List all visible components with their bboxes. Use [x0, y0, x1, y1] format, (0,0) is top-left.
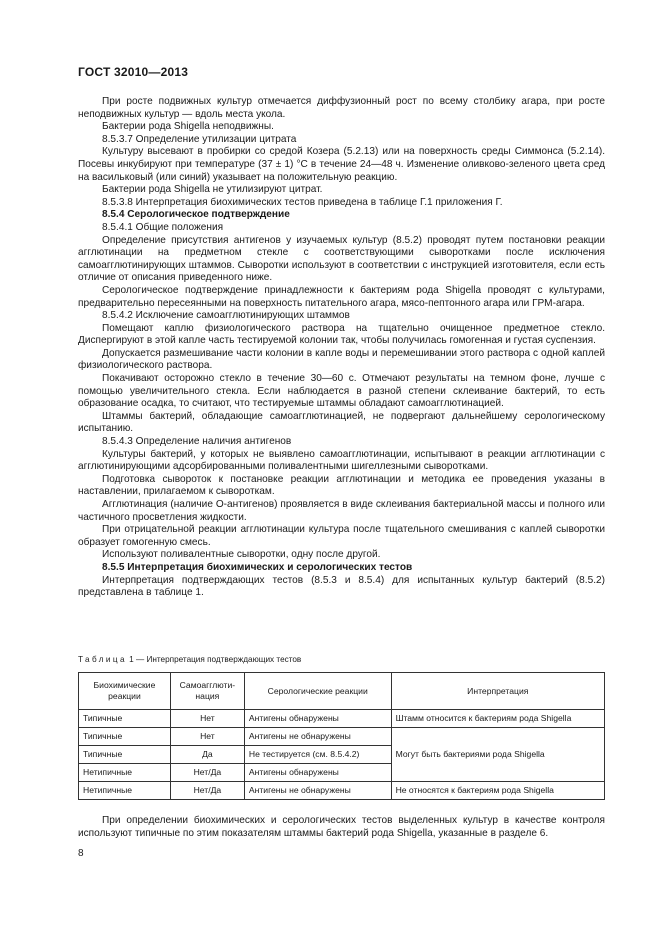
table-cell: Нет — [170, 728, 244, 746]
page-number: 8 — [78, 848, 84, 859]
column-header: Серологические реакции — [244, 673, 391, 710]
table-cell: Типичные — [79, 710, 171, 728]
table-caption — [78, 655, 301, 665]
body-text — [78, 96, 605, 600]
table-cell: Антигены не обнаружены — [244, 728, 391, 746]
table-cell: Антигены не обнаружены — [244, 782, 391, 800]
paragraph: Подготовка сывороток к постановке реакции агглютинации и методика ее проведения указаны в наставлении, прилагаемом к сывороткам. — [78, 473, 605, 498]
table-cell: Антигены обнаружены — [244, 710, 391, 728]
after-table-text — [78, 815, 605, 840]
section-number: 8.5.3.7 Определение утилизации цитрата — [102, 133, 297, 145]
paragraph: Бактерии рода Shigella неподвижны. — [102, 121, 274, 133]
paragraph: Допускается размешивание части колонии в капле воды и перемешивании этого раствора с одной каплей физиологического раствора. — [78, 347, 605, 372]
paragraph: Интерпретация подтверждающих тестов (8.5.3 и 8.5.4) для испытанных культур бактерий (8.5.2) представлена в таблице 1. — [78, 574, 605, 599]
paragraph: Используют поливалентные сыворотки, одну после другой. — [102, 549, 381, 561]
section-number: 8.5.4.1 Общие положения — [102, 221, 224, 233]
column-header: Интерпретация — [391, 673, 604, 710]
document-header: ГОСТ 32010—2013 — [78, 65, 189, 79]
table-cell: Нетипичные — [79, 764, 171, 782]
table-cell: Не тестируется (см. 8.5.4.2) — [244, 746, 391, 764]
interpretation-table — [78, 672, 605, 800]
section-heading: 8.5.5 Интерпретация биохимических и серологических тестов — [102, 561, 413, 573]
table-cell: Не относятся к бактериям рода Shigella — [391, 782, 604, 800]
table-caption-title: 1 — Интерпретация подтверждающих тестов — [126, 655, 302, 664]
table-row — [79, 782, 605, 800]
table-cell: Нет — [170, 710, 244, 728]
paragraph: Помещают каплю физиологического раствора на тщательно очищенное предметное стекло. Диспергируют в этой капле часть тестируемой колонии так, чтобы получилась гомогенная и густая суспензия. — [78, 322, 605, 347]
table-cell: Нетипичные — [79, 782, 171, 800]
paragraph: Культуры бактерий, у которых не выявлено самоагглютинации, испытывают в реакции агглютинации с агглютинирующими адсорбированными поливалентными шигеллезными сыворотками. — [78, 448, 605, 473]
paragraph: Бактерии рода Shigella не утилизируют цитрат. — [102, 184, 323, 196]
table-cell: Да — [170, 746, 244, 764]
table-cell: Типичные — [79, 746, 171, 764]
table-cell-merged: Могут быть бактериями рода Shigella — [391, 728, 604, 782]
paragraph: Серологическое подтверждение принадлежности к бактериям рода Shigella проводят с культурами, предварительно пересеянными на поверхность питательного агара, мясо-пептонного агара или ГРМ-агара. — [78, 284, 605, 309]
paragraph: При определении биохимических и серологических тестов выделенных культур в качестве контроля используют типичные по этим показателям штаммы бактерий рода Shigella, указанные в разделе 6. — [78, 815, 605, 839]
paragraph: При росте подвижных культур отмечается диффузионный рост по всему столбику агара, при росте неподвижных культур — вдоль места укола. — [78, 96, 605, 120]
table-caption-word: Таблица — [78, 655, 127, 664]
table-cell: Нет/Да — [170, 764, 244, 782]
table-cell: Антигены обнаружены — [244, 764, 391, 782]
column-header: Биохимические реакции — [79, 673, 171, 710]
section-number: 8.5.4.3 Определение наличия антигенов — [102, 436, 292, 448]
section-heading: 8.5.4 Серологическое подтверждение — [102, 209, 290, 221]
table-cell: Штамм относится к бактериям рода Shigella — [391, 710, 604, 728]
paragraph: Штаммы бактерий, обладающие самоагглютинацией, не подвергают дальнейшему серологическому испытанию. — [78, 410, 605, 435]
table-row — [79, 710, 605, 728]
paragraph: 8.5.3.8 Интерпретация биохимических тестов приведена в таблице Г.1 приложения Г. — [102, 196, 503, 208]
column-header: Самоагглюти-нация — [170, 673, 244, 710]
paragraph: Определение присутствия антигенов у изучаемых культур (8.5.2) проводят путем постановки реакции агглютинации на предметном стекле с соответствующими сыворотками после исключения самоагглютинирующих штаммов. Сыворотки используют в соответствии с инструкцией изготовителя, если есть отличие от описания приведенного ниже. — [78, 234, 605, 284]
table-header-row — [79, 673, 605, 710]
table-cell: Типичные — [79, 728, 171, 746]
paragraph: Агглютинация (наличие О-антигенов) проявляется в виде склеивания бактериальной массы и полного или частичного просветления жидкости. — [78, 499, 605, 523]
paragraph: Покачивают осторожно стекло в течение 30—60 с. Отмечают результаты на темном фоне, лучше с помощью увеличительного стекла. Если наблюдается в разной степени склеивание бактерий, то есть образование осадка, то считают, что тестируемые штаммы обладают самоагглютинацией. — [78, 373, 605, 410]
paragraph: При отрицательной реакции агглютинации культура после тщательного смешивания с каплей сыворотки образует гомогенную смесь. — [78, 524, 605, 548]
paragraph: Культуру высевают в пробирки со средой Козера (5.2.13) или на поверхность среды Симмонса (5.2.14). Посевы инкубируют при температуре (37 ± 1) °С в течение 24—48 ч. Изменение оливково-зеленого цвета сред на васильковый (или синий) указывает на положительную реакцию. — [78, 146, 605, 183]
section-number: 8.5.4.2 Исключение самоагглютинирующих штаммов — [102, 310, 350, 322]
table-row — [79, 728, 605, 746]
table-cell: Нет/Да — [170, 782, 244, 800]
